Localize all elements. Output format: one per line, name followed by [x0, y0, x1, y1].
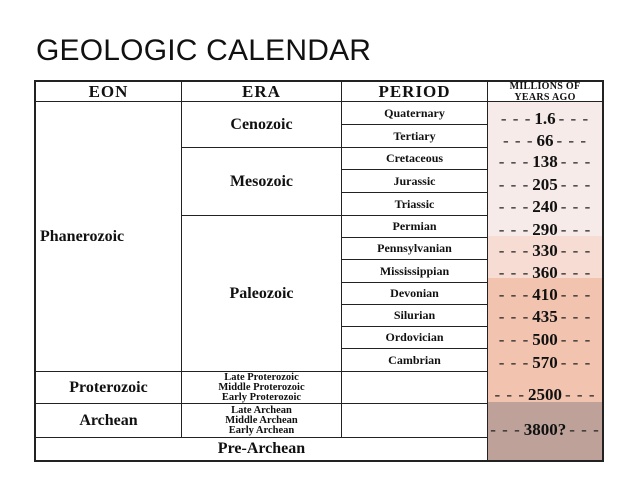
year-value: 500	[532, 330, 558, 349]
dash-right: - - -	[560, 241, 592, 260]
dash-right: - - -	[565, 385, 596, 404]
header-era: ERA	[182, 82, 342, 102]
year-marker	[488, 197, 602, 217]
dash-right: - - -	[560, 197, 592, 216]
years-column	[488, 102, 602, 460]
year-value: 240	[532, 197, 558, 216]
dash-left: - - -	[490, 420, 521, 439]
period-mississippian: Mississippian	[342, 260, 488, 283]
period-archean-empty	[342, 404, 488, 438]
header-eon: EON	[36, 82, 182, 102]
era-mesozoic: Mesozoic	[182, 148, 342, 216]
year-marker	[488, 353, 602, 373]
period-cretaceous: Cretaceous	[342, 148, 488, 170]
dash-right: - - -	[560, 220, 592, 239]
dash-left: - - -	[498, 307, 530, 326]
year-value: 1.6	[534, 109, 556, 128]
dash-right: - - -	[560, 152, 592, 171]
period-devonian: Devonian	[342, 283, 488, 305]
year-value: 138	[532, 152, 558, 171]
era-early-archean: Early Archean	[228, 424, 295, 436]
eon-pre-archean: Pre-Archean	[36, 438, 488, 460]
year-value: 205	[532, 175, 558, 194]
era-proterozoic-subdivisions	[182, 372, 342, 404]
dash-right: - - -	[556, 131, 587, 150]
year-value: 66	[536, 131, 554, 150]
year-marker	[488, 420, 602, 440]
dash-left: - - -	[498, 263, 530, 282]
dash-right: - - -	[560, 353, 592, 372]
year-marker	[488, 241, 602, 261]
year-value: 410	[532, 285, 558, 304]
era-cenozoic: Cenozoic	[182, 102, 342, 148]
dash-left: - - -	[498, 285, 530, 304]
period-quaternary: Quaternary	[342, 102, 488, 125]
year-value: 435	[532, 307, 558, 326]
period-permian: Permian	[342, 216, 488, 238]
dash-left: - - -	[498, 175, 530, 194]
era-archean-subdivisions	[182, 404, 342, 438]
year-marker	[488, 285, 602, 305]
year-value: 360	[532, 263, 558, 282]
year-value: 2500	[528, 385, 562, 404]
year-marker	[488, 263, 602, 283]
header-years-line2: YEARS AGO	[514, 91, 576, 102]
dash-left: - - -	[498, 330, 530, 349]
dash-left: - - -	[498, 220, 530, 239]
eon-phanerozoic: Phanerozoic	[36, 102, 182, 372]
eon-archean: Archean	[36, 404, 182, 438]
dash-left: - - -	[498, 152, 530, 171]
dash-right: - - -	[560, 307, 592, 326]
era-late-proterozoic: Late Proterozoic	[224, 372, 299, 383]
period-silurian: Silurian	[342, 305, 488, 327]
period-ordovician: Ordovician	[342, 327, 488, 349]
year-marker	[488, 307, 602, 327]
year-marker	[488, 175, 602, 195]
era-late-archean: Late Archean	[231, 404, 292, 416]
dash-right: - - -	[560, 175, 592, 194]
dash-left: - - -	[503, 131, 534, 150]
year-value: 570	[532, 353, 558, 372]
dash-left: - - -	[498, 197, 530, 216]
dash-left: - - -	[498, 241, 530, 260]
era-early-proterozoic: Early Proterozoic	[221, 391, 302, 403]
year-marker	[488, 152, 602, 172]
period-tertiary: Tertiary	[342, 125, 488, 148]
year-marker	[488, 220, 602, 240]
year-marker	[488, 330, 602, 350]
dash-left: - - -	[494, 385, 525, 404]
era-paleozoic: Paleozoic	[182, 216, 342, 372]
geologic-table	[34, 80, 604, 462]
year-marker	[488, 109, 602, 129]
year-value: 330	[532, 241, 558, 260]
era-middle-proterozoic: Middle Proterozoic	[218, 381, 305, 393]
header-years	[488, 82, 602, 102]
period-pennsylvanian: Pennsylvanian	[342, 238, 488, 260]
header-period: PERIOD	[342, 82, 488, 102]
dash-right: - - -	[558, 109, 590, 128]
period-jurassic: Jurassic	[342, 170, 488, 193]
dash-left: - - -	[498, 353, 530, 372]
period-triassic: Triassic	[342, 193, 488, 216]
year-value: 290	[532, 220, 558, 239]
dash-right: - - -	[560, 263, 592, 282]
eon-proterozoic: Proterozoic	[36, 372, 182, 404]
period-proterozoic-empty	[342, 372, 488, 404]
year-marker	[488, 385, 602, 405]
year-value: 3800?	[523, 420, 567, 439]
dash-right: - - -	[569, 420, 600, 439]
page-title: GEOLOGIC CALENDAR	[36, 34, 372, 67]
dash-right: - - -	[560, 285, 592, 304]
dash-right: - - -	[560, 330, 592, 349]
dash-left: - - -	[500, 109, 532, 128]
era-middle-archean: Middle Archean	[225, 414, 298, 426]
period-cambrian: Cambrian	[342, 349, 488, 372]
year-marker	[488, 131, 602, 151]
header-years-line1: MILLIONS OF	[509, 82, 581, 92]
